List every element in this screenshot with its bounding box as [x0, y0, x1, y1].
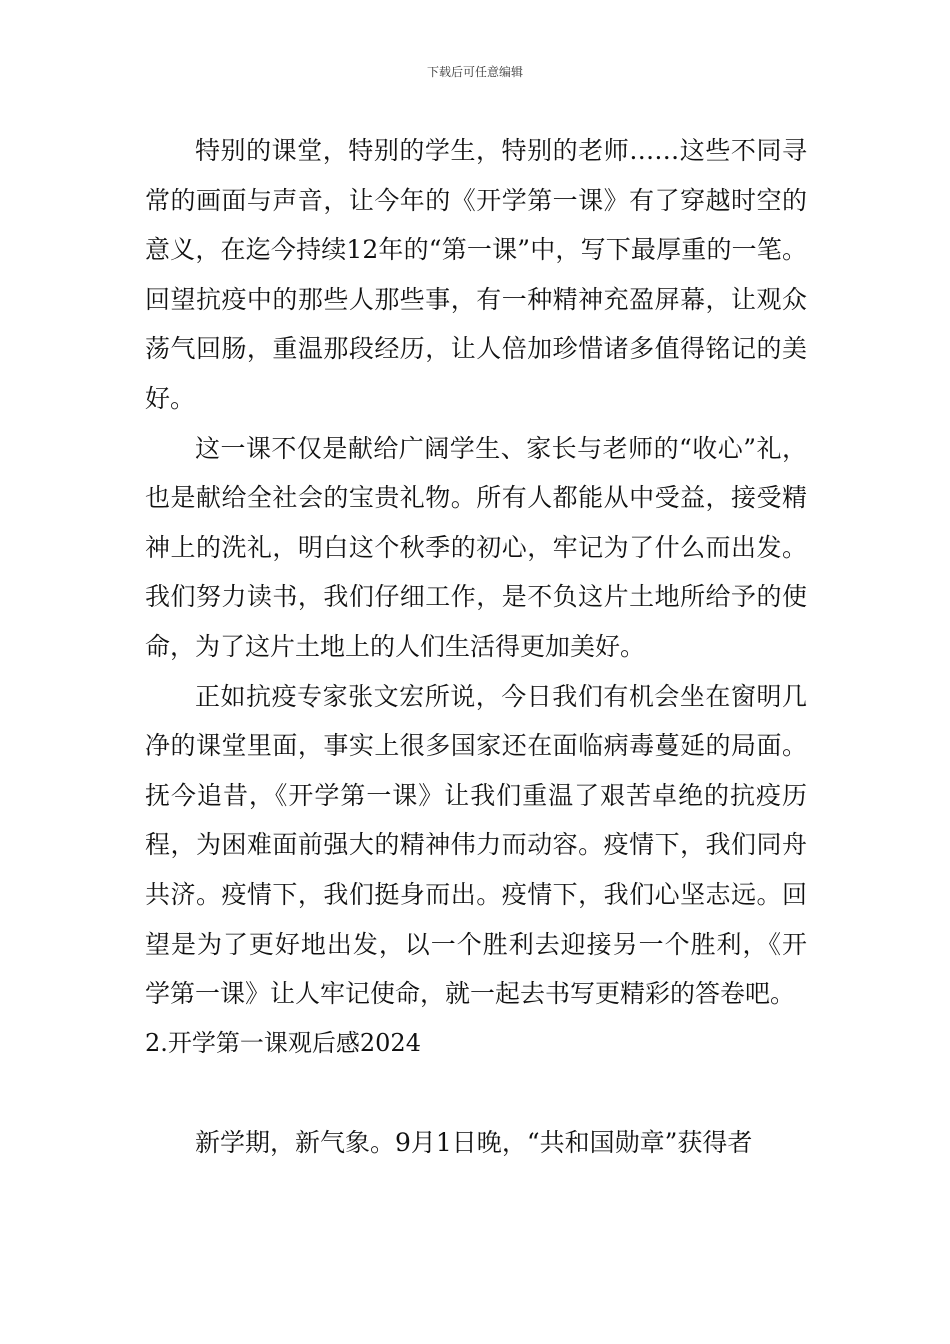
document-body: [145, 126, 807, 1167]
section-heading: 2.开学第一课观后感2024: [145, 1028, 421, 1057]
paragraph-4: 新学期，新气象。9月1日晚，“共和国勋章”获得者: [195, 1127, 753, 1157]
header-note: 下载后可任意编辑: [426, 65, 523, 79]
paragraph-3: 正如抗疫专家张文宏所说，今日我们有机会坐在窗明几净的课堂里面，事实上很多国家还在面临病毒蔓延的局面。抚今追昔，《开学第一课》让我们重温了艰苦卓绝的抗疫历程，为困难面前强大的精神伟力而动容。疫情下，我们同舟共济。疫情下，我们挺身而出。疫情下，我们心坚志远。回望是为了更好地出发，以一个胜利去迎接另一个胜利，《开学第一课》让人牢记使命，就一起去书写更精彩的答卷吧。: [145, 681, 807, 1009]
paragraph-2: 这一课不仅是献给广阔学生、家长与老师的“收心”礼，也是献给全社会的宝贵礼物。所有人都能从中受益，接受精神上的洗礼，明白这个秋季的初心，牢记为了什么而出发。我们努力读书，我们仔细工作，是不负这片土地所给予的使命，为了这片土地上的人们生活得更加美好。: [145, 433, 807, 661]
paragraph-1: 特别的课堂，特别的学生，特别的老师……这些不同寻常的画面与声音，让今年的《开学第一课》有了穿越时空的意义，在迄今持续12年的“第一课”中，写下最厚重的一笔。回望抗疫中的那些人那些事，有一种精神充盈屏幕，让观众荡气回肠，重温那段经历，让人倍加珍惜诸多值得铭记的美好。: [145, 136, 807, 413]
blank-line: [145, 1068, 807, 1118]
